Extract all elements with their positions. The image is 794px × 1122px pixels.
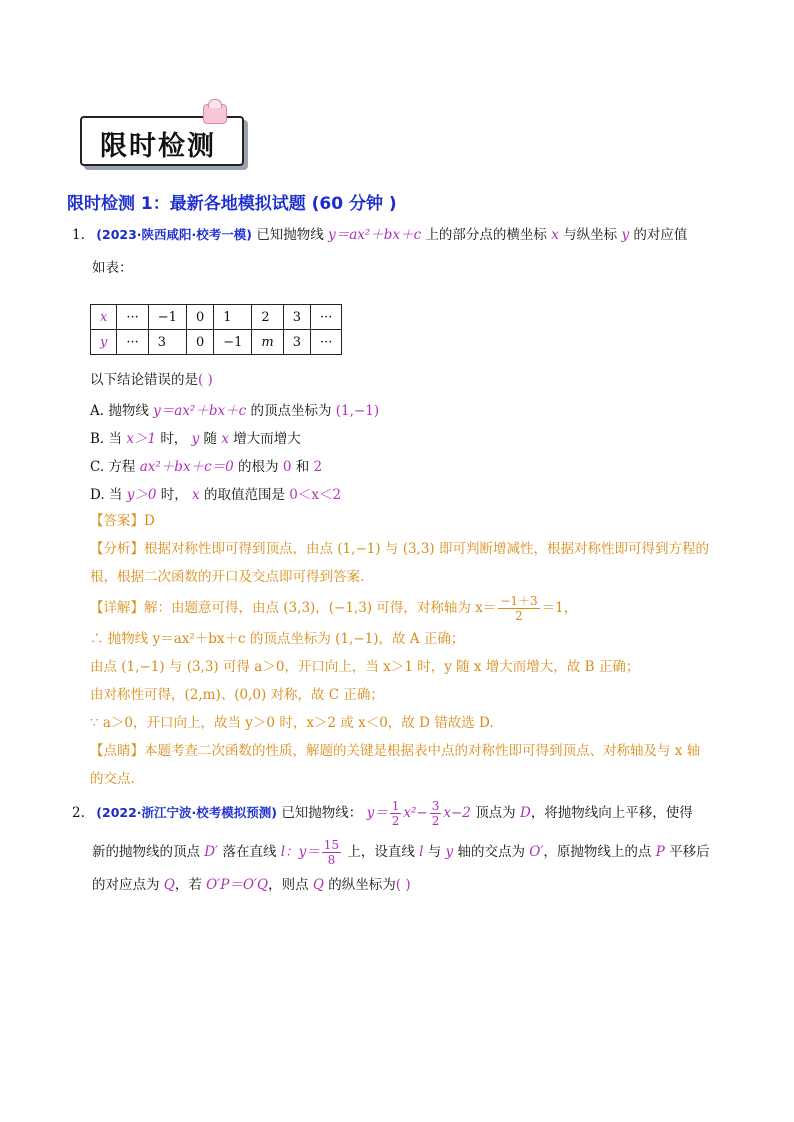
value-table <box>90 304 342 355</box>
question-1-stem-line2: 如表： <box>92 260 133 276</box>
detail-line-5: ∵ a＞0，开口向上，故当 y＞0 时，x＞2 或 x＜0，故 D 错故选 D. <box>90 715 494 731</box>
detail-line-4: 由对称性可得，(2,m)、(0,0) 对称，故 C 正确； <box>90 687 384 703</box>
question-2-line-2: 新的抛物线的顶点 D′ 落在直线 l：y＝ $\frac{15}{8}$ 上，设直线 l 与 y 轴的交点为 O′，原抛物线上的点 P 平移后 <box>92 838 710 867</box>
paper-clip-icon <box>203 104 227 124</box>
analysis-line-2: 根，根据二次函数的开口及交点即可得到答案. <box>90 569 365 585</box>
fraction: $\frac{1}{2}$ <box>391 799 400 828</box>
detail-line-1: 【详解】解：由题意可得，由点 (3,3)，(−1,3) 可得，对称轴为 x＝ $\frac{-1+3}{2}$ ＝1， <box>90 594 578 623</box>
analysis-line-1: 【分析】根据对称性即可得到顶点，由点 (1,−1) 与 (3,3) 即可判断增减性，根据对称性即可得到方程的 <box>90 541 709 557</box>
detail-line-2: ∴ 抛物线 y＝ax²＋bx＋c 的顶点坐标为 (1,−1)，故 A 正确； <box>90 631 465 647</box>
option-d: D. 当 y＞0 时， x 的取值范围是 0＜x＜2 <box>90 487 342 503</box>
question-source: (2023·陕西咸阳·校考一模) <box>96 227 253 242</box>
comment-line-1: 【点睛】本题考查二次函数的性质，解题的关键是根据表中点的对称性即可得到顶点、对称轴及与 x 轴 <box>90 743 701 759</box>
table-row: y ··· 3 0 −1 m 3 ··· <box>91 330 342 355</box>
question-prompt: 以下结论错误的是( ) <box>90 372 213 388</box>
option-b: B. 当 x＞1 时， y 随 x 增大而增大 <box>90 431 301 447</box>
fraction: $\frac{15}{8}$ <box>323 838 340 867</box>
question-number: 2. <box>72 805 85 821</box>
question-source: (2022·浙江宁波·校考模拟预测) <box>96 805 278 820</box>
option-c: C. 方程 ax²＋bx＋c＝0 的根为 0 和 2 <box>90 459 323 475</box>
question-2-line-3: 的对应点为 Q，若 O′P＝O′Q，则点 Q 的纵坐标为( ) <box>92 877 411 893</box>
fraction: $\frac{-1+3}{2}$ <box>500 594 538 623</box>
fraction: $\frac{3}{2}$ <box>431 799 440 828</box>
table-row: x ··· −1 0 1 2 3 ··· <box>91 305 342 330</box>
option-a: A. 抛物线 y＝ax²＋bx＋c 的顶点坐标为 (1,−1) <box>90 403 380 419</box>
question-number: 1. <box>72 227 85 243</box>
comment-line-2: 的交点. <box>90 771 135 787</box>
section-title: 限时检测 1：最新各地模拟试题 (60 分钟 ) <box>67 194 397 214</box>
question-1-stem: 1. (2023·陕西咸阳·校考一模) 已知抛物线 y＝ax²＋bx＋c 上的部分点的横坐标 x 与纵坐标 y 的对应值 <box>72 220 687 250</box>
answer-label: 【答案】D <box>90 513 155 529</box>
banner-title: 限时检测 <box>100 131 216 162</box>
detail-line-3: 由点 (1,−1) 与 (3,3) 可得 a＞0，开口向上，当 x＞1 时，y 随 x 增大而增大，故 B 正确； <box>90 659 640 675</box>
question-2-line-1: 2. (2022·浙江宁波·校考模拟预测) 已知抛物线： y＝ $\frac{1}{2}$ x²− $\frac{3}{2}$ x−2 顶点为 D，将抛物线向上平移，使得 <box>72 799 693 828</box>
equation: y＝ax²＋bx＋c <box>328 227 422 243</box>
